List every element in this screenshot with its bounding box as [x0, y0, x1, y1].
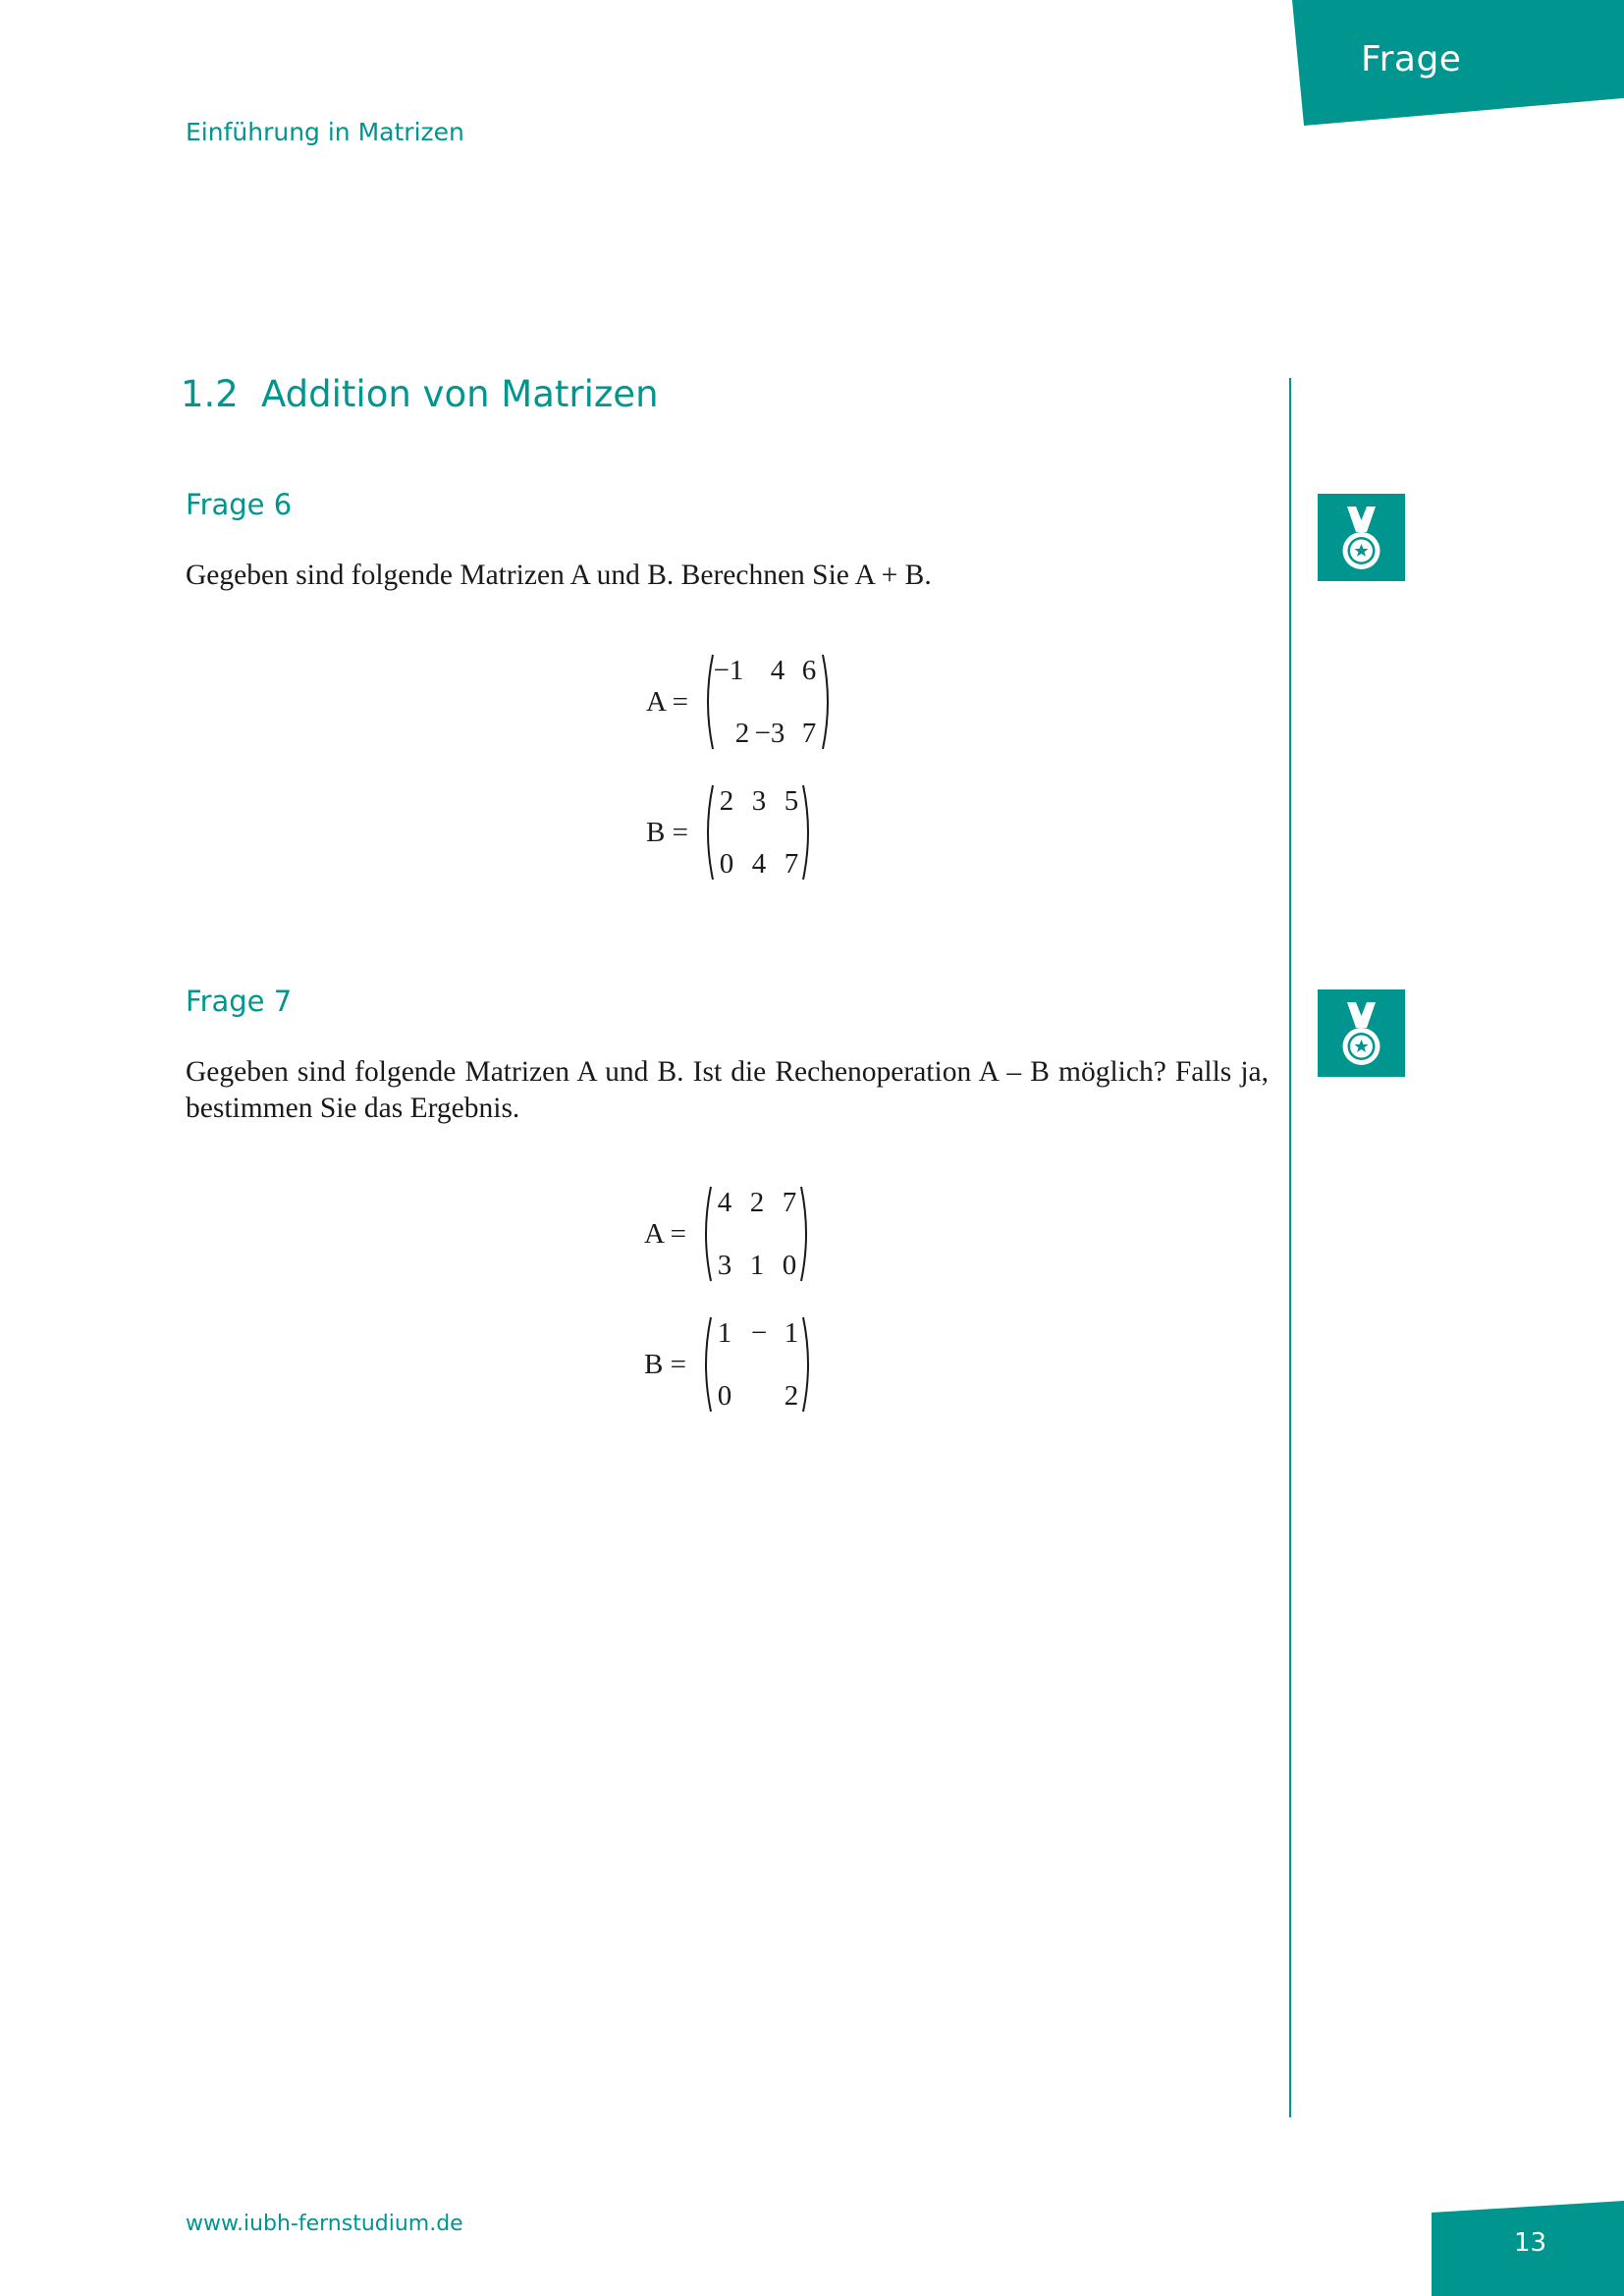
margin-divider — [1289, 378, 1291, 2117]
matrix-b-q7 — [644, 1315, 821, 1414]
left-parenthesis — [701, 783, 715, 881]
matrix-cell: 6 — [801, 655, 817, 686]
matrix-cell: 4 — [751, 848, 767, 880]
question-6-text: Gegeben sind folgende Matrizen A und B. Berechnen Sie A + B. — [186, 560, 932, 591]
section-title-text: Addition von Matrizen — [261, 373, 659, 415]
left-parenthesis — [699, 1315, 713, 1414]
medal-icon — [1318, 989, 1405, 1077]
header-tab — [1292, 0, 1624, 126]
matrix-cell: 1 — [784, 1317, 799, 1349]
footer-url[interactable]: www.iubh-fernstudium.de — [186, 2212, 463, 2236]
question-7-text: Gegeben sind folgende Matrizen A und B. Ist die Rechenoperation A – B möglich? Falls ja, bestimmen Sie das Ergebnis. — [186, 1056, 1269, 1124]
matrix-cell: − — [750, 1317, 768, 1349]
matrix-cell: 2 — [719, 785, 734, 817]
matrix-cell: −3 — [754, 718, 785, 749]
question-6-heading: Frage 6 — [186, 488, 293, 521]
matrix-name: A = — [646, 686, 688, 718]
matrix-cell: 7 — [784, 848, 799, 880]
matrix-cell: 5 — [784, 785, 799, 817]
right-parenthesis — [801, 783, 815, 881]
matrix-cell: 4 — [717, 1187, 732, 1218]
header-tab-label: Frage — [1361, 39, 1462, 80]
matrix-cell: 1 — [717, 1317, 732, 1349]
right-parenthesis — [799, 1185, 813, 1283]
page-number: 13 — [1514, 2228, 1547, 2258]
matrix-name: A = — [644, 1218, 686, 1250]
matrix-cell: 3 — [717, 1250, 732, 1281]
matrix-cell: 1 — [749, 1250, 765, 1281]
matrix-cell: 0 — [719, 848, 734, 880]
matrix-b-q6 — [646, 783, 823, 881]
right-parenthesis — [801, 1315, 815, 1414]
matrix-cell: 2 — [784, 1380, 799, 1412]
matrix-a-q7 — [644, 1185, 821, 1283]
matrix-cell: 0 — [782, 1250, 797, 1281]
matrix-cell: 2 — [734, 718, 750, 749]
question-7-heading: Frage 7 — [186, 985, 293, 1018]
medal-icon — [1318, 494, 1405, 581]
matrix-name: B = — [646, 817, 688, 848]
matrix-cell: 0 — [717, 1380, 732, 1412]
matrix-cell: 7 — [782, 1187, 797, 1218]
right-parenthesis — [821, 653, 835, 751]
page-number-tab — [1432, 2199, 1624, 2296]
matrix-cell: 3 — [751, 785, 767, 817]
matrix-a-q6 — [646, 653, 842, 751]
running-head: Einführung in Matrizen — [186, 118, 464, 146]
matrix-cell: 4 — [770, 655, 785, 686]
matrix-name: B = — [644, 1349, 686, 1380]
matrix-cell: 7 — [801, 718, 817, 749]
section-number: 1.2 — [181, 373, 239, 415]
matrix-cell: 2 — [749, 1187, 765, 1218]
left-parenthesis — [699, 1185, 713, 1283]
matrix-cell: −1 — [713, 655, 744, 686]
section-title — [181, 373, 659, 415]
